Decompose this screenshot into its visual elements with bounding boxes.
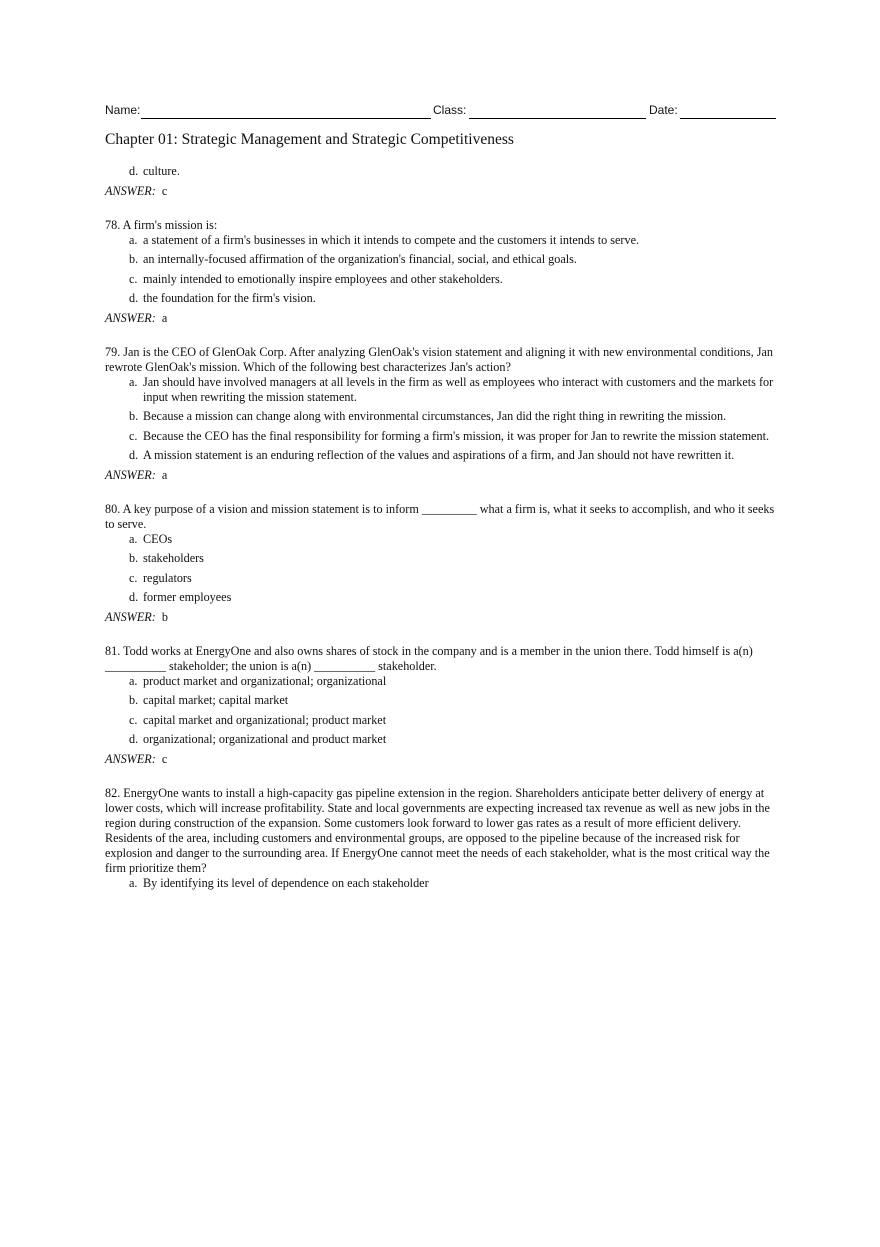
option-text: stakeholders	[143, 551, 204, 565]
option-item	[105, 409, 780, 424]
option-item	[105, 876, 780, 891]
option-list	[105, 164, 780, 179]
option-item	[105, 732, 780, 747]
spacer	[105, 767, 780, 786]
question-text: 82. EnergyOne wants to install a high-capacity gas pipeline extension in the region. Shareholders anticipate better delivery of energy at lower costs, which will increase profitability. State and local governments are expecting increased tax revenue as well as new jobs in the region during construction of the expansion. Some customers look forward to lower gas rates as a result of more efficient delivery. Residents of the area, including customers and environmental groups, are opposed to the pipeline because of the increased risk for explosion and danger to the surrounding area. If EnergyOne cannot meet the needs of each stakeholder, what is the most critical way the firm prioritize them?	[105, 785, 770, 875]
spacer	[105, 625, 780, 644]
option-item	[105, 551, 780, 566]
option-letter: b.	[129, 551, 139, 565]
option-text: A mission statement is an enduring reflection of the values and aspirations of a firm, and Jan should not have rewritten it.	[143, 448, 735, 462]
option-letter: d.	[129, 164, 139, 178]
question-79	[105, 345, 780, 483]
name-label: Name:	[105, 103, 141, 117]
question-text: 79. Jan is the CEO of GlenOak Corp. After analyzing GlenOak's vision statement and aligning it with new environmental conditions, Jan rewrote GlenOak's mission. Which of the following best characterizes Jan's action?	[105, 344, 773, 374]
question-82	[105, 786, 780, 891]
option-list	[105, 876, 780, 891]
answer-label: ANSWER:	[105, 183, 156, 198]
option-item	[105, 693, 780, 708]
option-list	[105, 375, 780, 464]
option-letter: b.	[129, 252, 139, 266]
option-letter: c.	[129, 712, 138, 727]
answer-value: a	[161, 467, 168, 482]
option-text: Jan should have involved managers at all levels in the firm as well as employees who interact with customers and the markets for input when rewriting the mission statement.	[143, 374, 774, 404]
option-letter: b.	[129, 693, 139, 707]
spacer	[105, 483, 780, 502]
option-text: regulators	[143, 570, 192, 585]
option-text: organizational; organizational and product market	[143, 732, 387, 746]
question-list	[105, 164, 780, 895]
option-text: mainly intended to emotionally inspire employees and other stakeholders.	[143, 271, 503, 286]
option-item	[105, 532, 780, 547]
class-label: Class:	[433, 103, 467, 117]
option-text: capital market and organizational; product market	[143, 712, 387, 727]
question-81	[105, 644, 780, 767]
carryover-block	[105, 164, 780, 199]
spacer	[105, 199, 780, 218]
option-item	[105, 164, 780, 179]
answer-line	[105, 184, 780, 199]
option-item	[105, 590, 780, 605]
option-item	[105, 233, 780, 248]
option-item	[105, 272, 780, 287]
option-text: a statement of a firm's businesses in which it intends to compete and the customers it intends to serve.	[143, 232, 640, 247]
answer-label: ANSWER:	[105, 310, 156, 325]
answer-label: ANSWER:	[105, 609, 156, 624]
chapter-title: Chapter 01: Strategic Management and Strategic Competitiveness	[105, 131, 514, 148]
option-letter: d.	[129, 590, 139, 604]
option-text: an internally-focused affirmation of the organization's financial, social, and ethical goals.	[143, 252, 577, 266]
answer-value: a	[161, 310, 168, 325]
option-letter: b.	[129, 409, 139, 423]
answer-label: ANSWER:	[105, 751, 156, 766]
option-letter: d.	[129, 291, 139, 305]
question-80	[105, 502, 780, 625]
option-item	[105, 252, 780, 267]
question-78	[105, 218, 780, 326]
option-text: culture.	[143, 164, 180, 178]
answer-line	[105, 610, 780, 625]
question-text: 80. A key purpose of a vision and mission statement is to inform _________ what a firm is, what it seeks to accomplish, and who it seeks to serve.	[105, 501, 775, 531]
worksheet-header	[105, 103, 776, 121]
class-field-line	[469, 118, 646, 119]
option-item	[105, 448, 780, 463]
option-item	[105, 713, 780, 728]
option-letter: a.	[129, 374, 138, 389]
option-item	[105, 291, 780, 306]
option-item	[105, 429, 780, 444]
option-text: former employees	[143, 590, 232, 604]
answer-line	[105, 311, 780, 326]
answer-value: c	[161, 751, 168, 766]
date-field-line	[680, 118, 776, 119]
answer-value: c	[161, 183, 168, 198]
option-letter: c.	[129, 570, 138, 585]
option-letter: d.	[129, 448, 139, 462]
option-text: Because the CEO has the final responsibility for forming a firm's mission, it was proper for Jan to rewrite the mission statement.	[143, 428, 769, 443]
option-list	[105, 532, 780, 606]
option-text: Because a mission can change along with environmental circumstances, Jan did the right thing in rewriting the mission.	[143, 409, 727, 423]
option-item	[105, 375, 780, 405]
question-text: 78. A firm's mission is:	[105, 217, 218, 232]
option-letter: c.	[129, 271, 138, 286]
option-item	[105, 571, 780, 586]
question-text: 81. Todd works at EnergyOne and also owns shares of stock in the company and is a member in the union there. Todd himself is a(n) __________ stakeholder; the union is a(n) __________ stakeholder.	[105, 643, 753, 673]
option-text: By identifying its level of dependence on each stakeholder	[143, 875, 429, 890]
answer-line	[105, 468, 780, 483]
option-list	[105, 233, 780, 307]
option-letter: a.	[129, 875, 138, 890]
option-text: CEOs	[143, 531, 173, 546]
option-letter: a.	[129, 531, 138, 546]
option-letter: a.	[129, 673, 138, 688]
option-item	[105, 674, 780, 689]
option-list	[105, 674, 780, 748]
option-text: product market and organizational; organizational	[143, 673, 387, 688]
option-letter: d.	[129, 732, 139, 746]
answer-label: ANSWER:	[105, 467, 156, 482]
name-field-line	[141, 118, 431, 119]
option-letter: c.	[129, 428, 138, 443]
date-label: Date:	[649, 103, 678, 117]
spacer	[105, 326, 780, 345]
answer-value: b	[161, 609, 168, 624]
option-text: capital market; capital market	[143, 693, 289, 707]
answer-line	[105, 752, 780, 767]
option-letter: a.	[129, 232, 138, 247]
option-text: the foundation for the firm's vision.	[143, 291, 316, 305]
